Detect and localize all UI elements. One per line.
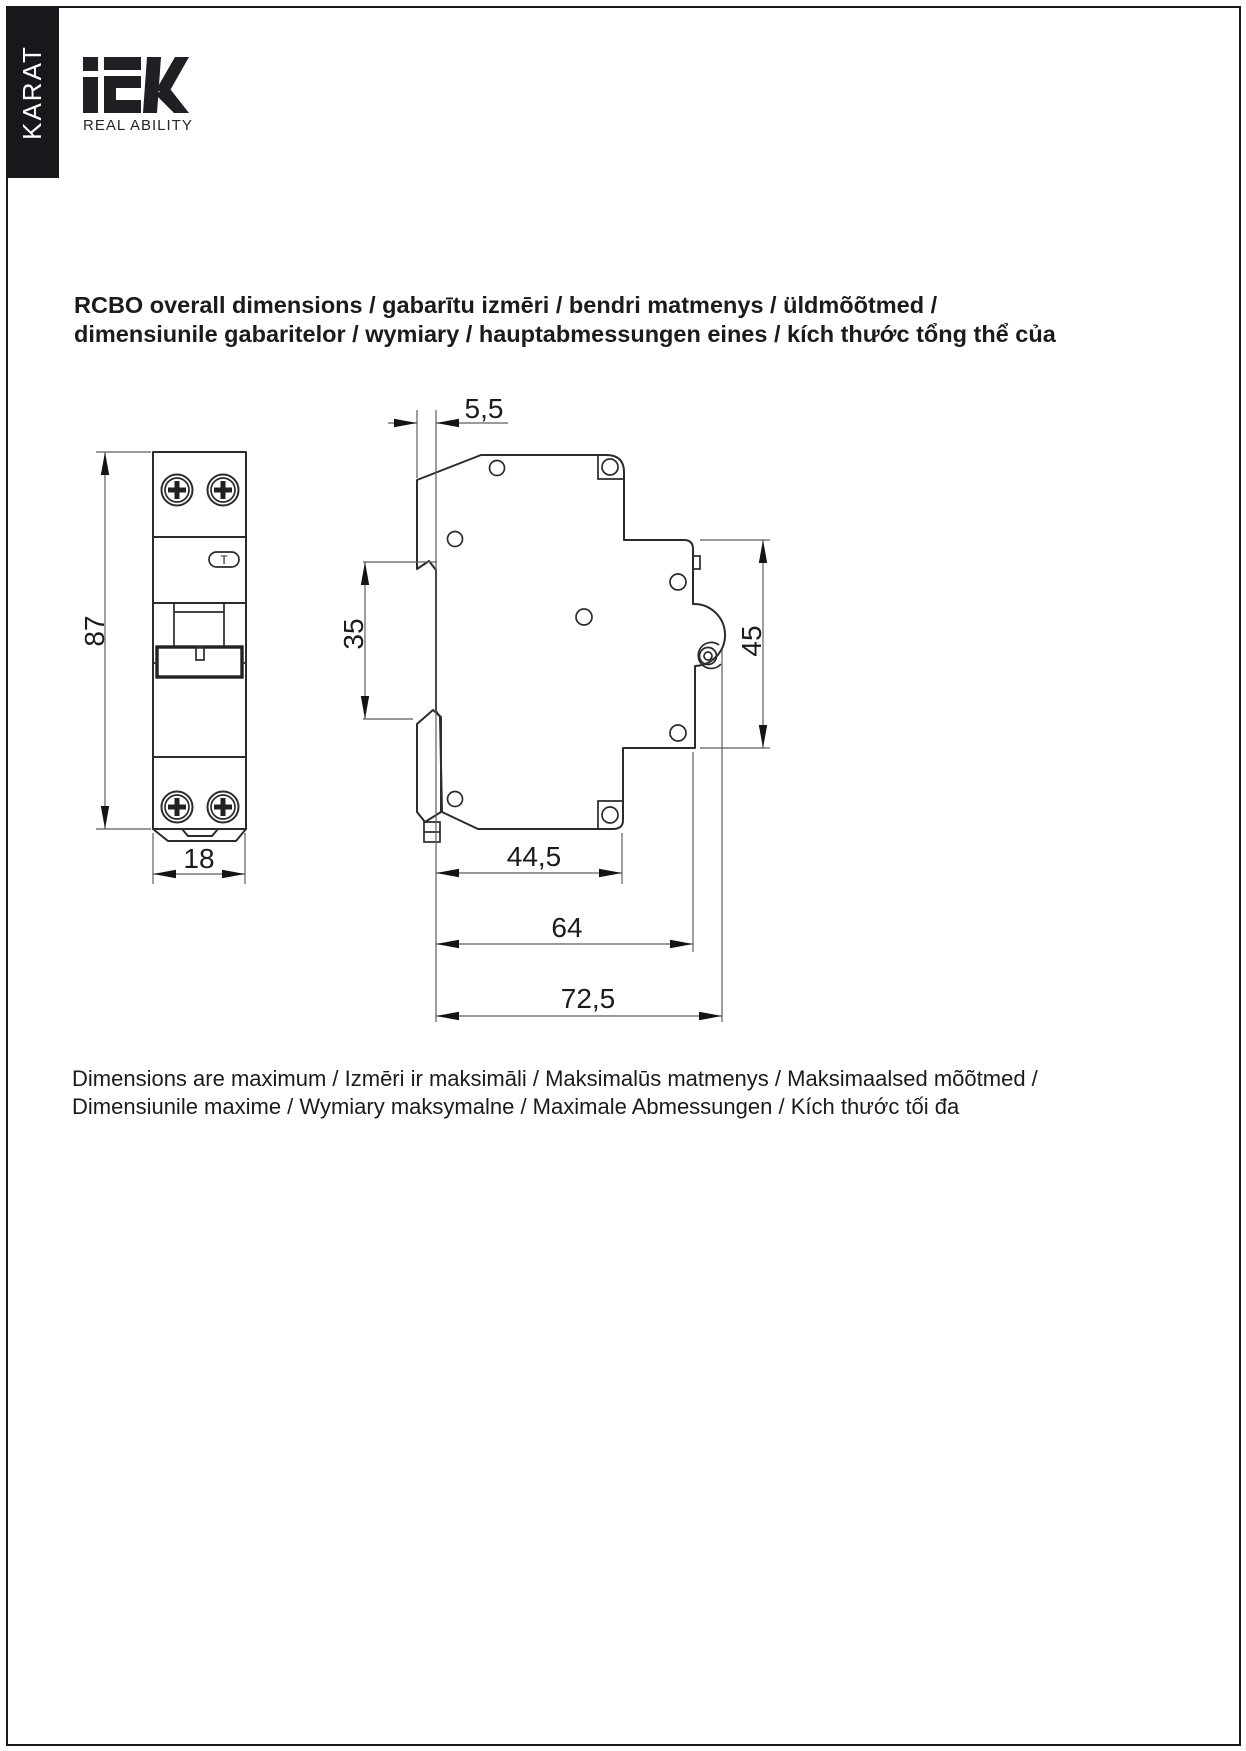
din-rail-clip: [417, 710, 441, 842]
housing-rivet-holes: [448, 461, 687, 807]
dimensions-note: [72, 1065, 1038, 1121]
logo-tagline: REAL ABILITY: [83, 117, 193, 134]
toggle-handle: [157, 647, 242, 677]
dim-label-height-87: 87: [79, 615, 110, 647]
dim-label-35: 35: [338, 618, 369, 650]
side-profile-outline: [417, 455, 725, 829]
dim-label-width-18: 18: [183, 843, 215, 874]
side-view-drawing: [338, 393, 770, 1022]
dim-label-64: 64: [551, 912, 583, 943]
screw-hole-icon: [602, 807, 618, 823]
screw-hole-icon: [602, 459, 618, 475]
terminal-screw-icon: [162, 792, 193, 823]
terminal-screw-icon: [162, 475, 193, 506]
rear-rib: [693, 556, 700, 569]
test-button: [209, 552, 239, 567]
terminal-screw-icon: [208, 475, 239, 506]
front-view-drawing: [79, 452, 246, 884]
front-body: [153, 452, 246, 829]
dim-label-72-5: 72,5: [560, 983, 616, 1014]
dim-label-45: 45: [736, 625, 767, 657]
dim-label-44-5: 44,5: [506, 841, 562, 872]
side-view-dimensions: [338, 393, 770, 1022]
front-bottom-bevel: [153, 829, 246, 841]
dim-label-5-5: 5,5: [464, 393, 504, 424]
dimensions-note-line2: Dimensiunile maxime / Wymiary maksymalne / Maximale Abmessungen / Kích thước tối đa: [72, 1094, 960, 1119]
page-title-line2: dimensiunile gabaritelor / wymiary / hauptabmessungen eines / kích thước tổng thể của: [74, 321, 1056, 347]
terminal-screw-icon: [208, 792, 239, 823]
test-button-label: T: [220, 553, 228, 567]
karat-series-label: KARAT: [17, 44, 48, 140]
page-title-line1: RCBO overall dimensions / gabarītu izmēri / bendri matmenys / üldmõõtmed /: [74, 292, 938, 318]
dimensions-note-line1: Dimensions are maximum / Izmēri ir maksimāli / Maksimalūs matmenys / Maksimaalsed mõõtmed /: [72, 1066, 1038, 1091]
toggle-switch: [153, 603, 246, 677]
